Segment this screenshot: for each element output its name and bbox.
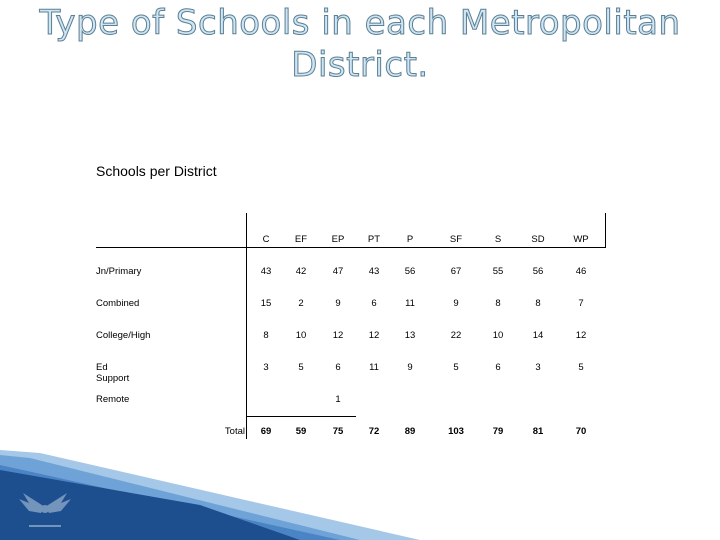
- col-header-s: S: [494, 234, 502, 245]
- total-cell: 72: [368, 426, 380, 437]
- table-cell: 10: [492, 330, 504, 341]
- table-cell: 1: [335, 394, 341, 405]
- table-cell: 46: [575, 266, 587, 277]
- table-cell: 55: [492, 266, 504, 277]
- col-header-sf: SF: [449, 234, 463, 245]
- col-header-p: P: [406, 234, 414, 245]
- header-underline: [96, 247, 606, 248]
- remote-underline: [246, 416, 356, 417]
- table-cell: 6: [495, 362, 501, 373]
- total-cell: 70: [575, 426, 587, 437]
- col-header-ep: EP: [331, 234, 345, 245]
- table-cell: 12: [332, 330, 344, 341]
- table-cell: 6: [371, 298, 377, 309]
- table-cell: 5: [453, 362, 459, 373]
- total-cell: 89: [404, 426, 416, 437]
- col-header-wp: WP: [573, 234, 589, 245]
- total-label: Total: [224, 426, 245, 437]
- table-cell: 3: [535, 362, 541, 373]
- table-cell: 12: [575, 330, 587, 341]
- table-cell: 12: [368, 330, 380, 341]
- table-cell: 13: [404, 330, 416, 341]
- total-cell: 59: [295, 426, 307, 437]
- table-cell: 56: [532, 266, 544, 277]
- table-cell: 6: [335, 362, 341, 373]
- table-cell: 7: [578, 298, 584, 309]
- slide-title-line-2: District.: [291, 45, 429, 85]
- table-cell: 9: [453, 298, 459, 309]
- table-cell: 11: [369, 362, 379, 373]
- table-cell: 2: [298, 298, 304, 309]
- row-label-remote: Remote: [96, 394, 130, 405]
- table-cell: 15: [260, 298, 272, 309]
- table-cell: 22: [450, 330, 462, 341]
- table-cell: 47: [332, 266, 344, 277]
- table-cell: 11: [405, 298, 415, 309]
- row-label-combined: Combined: [96, 298, 140, 309]
- table-cell: 14: [532, 330, 544, 341]
- total-cell: 103: [448, 426, 464, 437]
- row-label-ed-support: Ed Support: [96, 362, 130, 384]
- table-cell: 3: [263, 362, 269, 373]
- table-cell: 8: [263, 330, 269, 341]
- table-cell: 56: [404, 266, 416, 277]
- total-cell: 81: [532, 426, 544, 437]
- table-cell: 67: [450, 266, 462, 277]
- table-cell: 9: [407, 362, 413, 373]
- slide-title: [0, 2, 720, 86]
- row-label-college-high: College/High: [96, 330, 151, 341]
- table-cell: 9: [335, 298, 341, 309]
- table-caption: Schools per District: [96, 163, 217, 179]
- total-cell: 69: [260, 426, 272, 437]
- table-cell: 43: [260, 266, 272, 277]
- total-cell: 79: [492, 426, 504, 437]
- slide-title-line-1: Type of Schools in each Metropolitan: [39, 3, 681, 43]
- col-header-sd: SD: [531, 234, 545, 245]
- table-right-border: [605, 213, 606, 248]
- col-header-ef: EF: [294, 234, 308, 245]
- col-header-c: C: [262, 234, 270, 245]
- table-cell: 10: [295, 330, 307, 341]
- table-cell: 42: [295, 266, 307, 277]
- table-cell: 43: [368, 266, 380, 277]
- table-cell: 5: [298, 362, 304, 373]
- col-header-pt: PT: [367, 234, 381, 245]
- total-cell: 75: [332, 426, 344, 437]
- table-cell: 8: [535, 298, 541, 309]
- table-cell: 5: [578, 362, 584, 373]
- row-label-jn-primary: Jn/Primary: [96, 266, 142, 277]
- table-cell: 8: [495, 298, 501, 309]
- eagle-logo-icon: [15, 485, 75, 533]
- decorative-swoosh: [0, 450, 720, 540]
